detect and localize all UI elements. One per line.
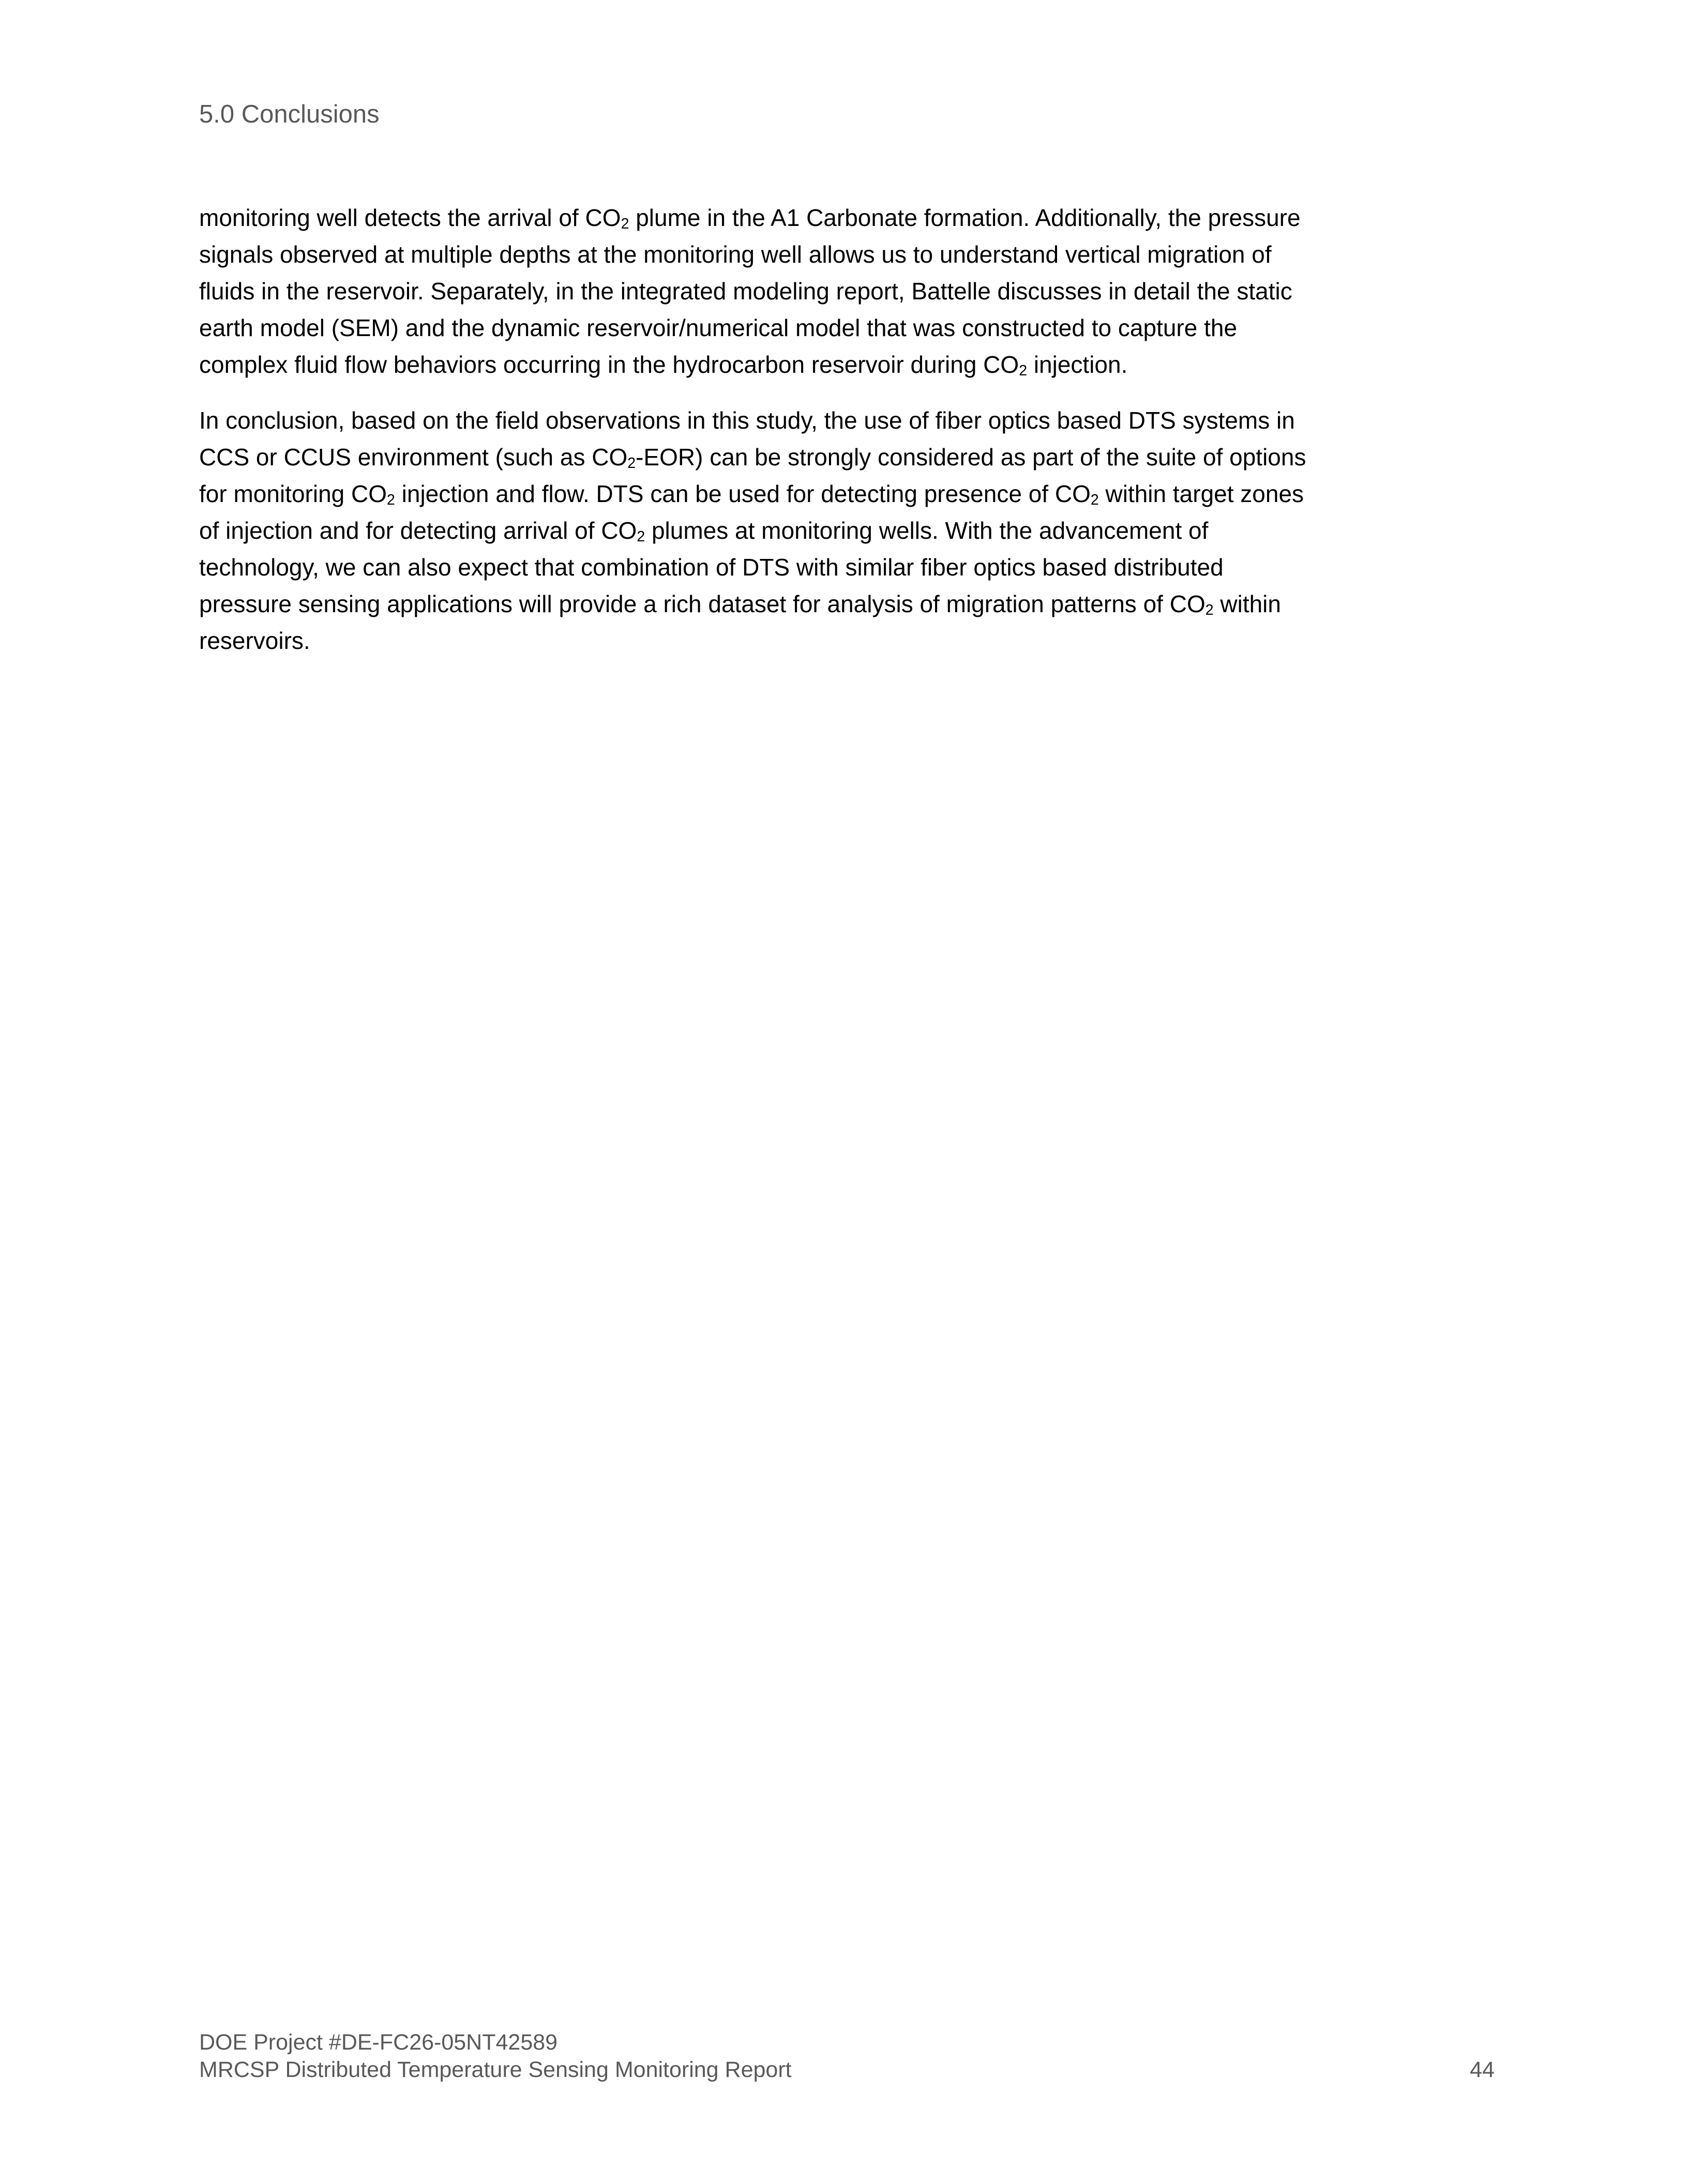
paragraph — [199, 200, 1495, 383]
footer-row — [199, 2056, 1495, 2084]
text-line: CCS or CCUS environment (such as $CO_2-EOR$) can be strongly considered as part of the suite of options — [199, 444, 1306, 472]
text-line: signals observed at multiple depths at the monitoring well allows us to understand vertical migration of — [199, 241, 1272, 268]
section-heading: 5.0 Conclusions — [199, 100, 380, 128]
footer-project-line: DOE Project #DE-FC26-05NT42589 — [199, 2030, 558, 2055]
body-paragraphs — [199, 200, 1495, 678]
text-line: pressure sensing applications will provide a rich dataset for analysis of migration patterns of $CO_2$ within — [199, 590, 1281, 618]
text-line: reservoirs. — [199, 627, 310, 654]
text-line: for monitoring $CO_2$ injection and flow. DTS can be used for detecting presence of $CO_2$ within target zones — [199, 480, 1304, 508]
text-line: fluids in the reservoir. Separately, in the integrated modeling report, Battelle discusses in detail the static — [199, 278, 1292, 305]
text-line: earth model (SEM) and the dynamic reservoir/numerical model that was constructed to capture the — [199, 314, 1238, 341]
text-line: complex fluid flow behaviors occurring in the hydrocarbon reservoir during $CO_2$ injection. — [199, 351, 1128, 379]
footer-report-line: MRCSP Distributed Temperature Sensing Monitoring Report — [199, 2057, 792, 2082]
text-line: monitoring well detects the arrival of $CO_2$ plume in the A1 Carbonate formation. Additionally, the pressure — [199, 204, 1301, 232]
paragraph — [199, 402, 1495, 659]
text-line: technology, we can also expect that combination of DTS with similar fiber optics based distributed — [199, 554, 1224, 581]
text-line: of injection and for detecting arrival of $CO_2$ plumes at monitoring wells. With the advancement of — [199, 517, 1209, 545]
text-line: In conclusion, based on the field observations in this study, the use of fiber optics based DTS systems in — [199, 407, 1295, 434]
page-footer — [199, 2029, 1495, 2084]
page-number: 44 — [1470, 2057, 1495, 2082]
